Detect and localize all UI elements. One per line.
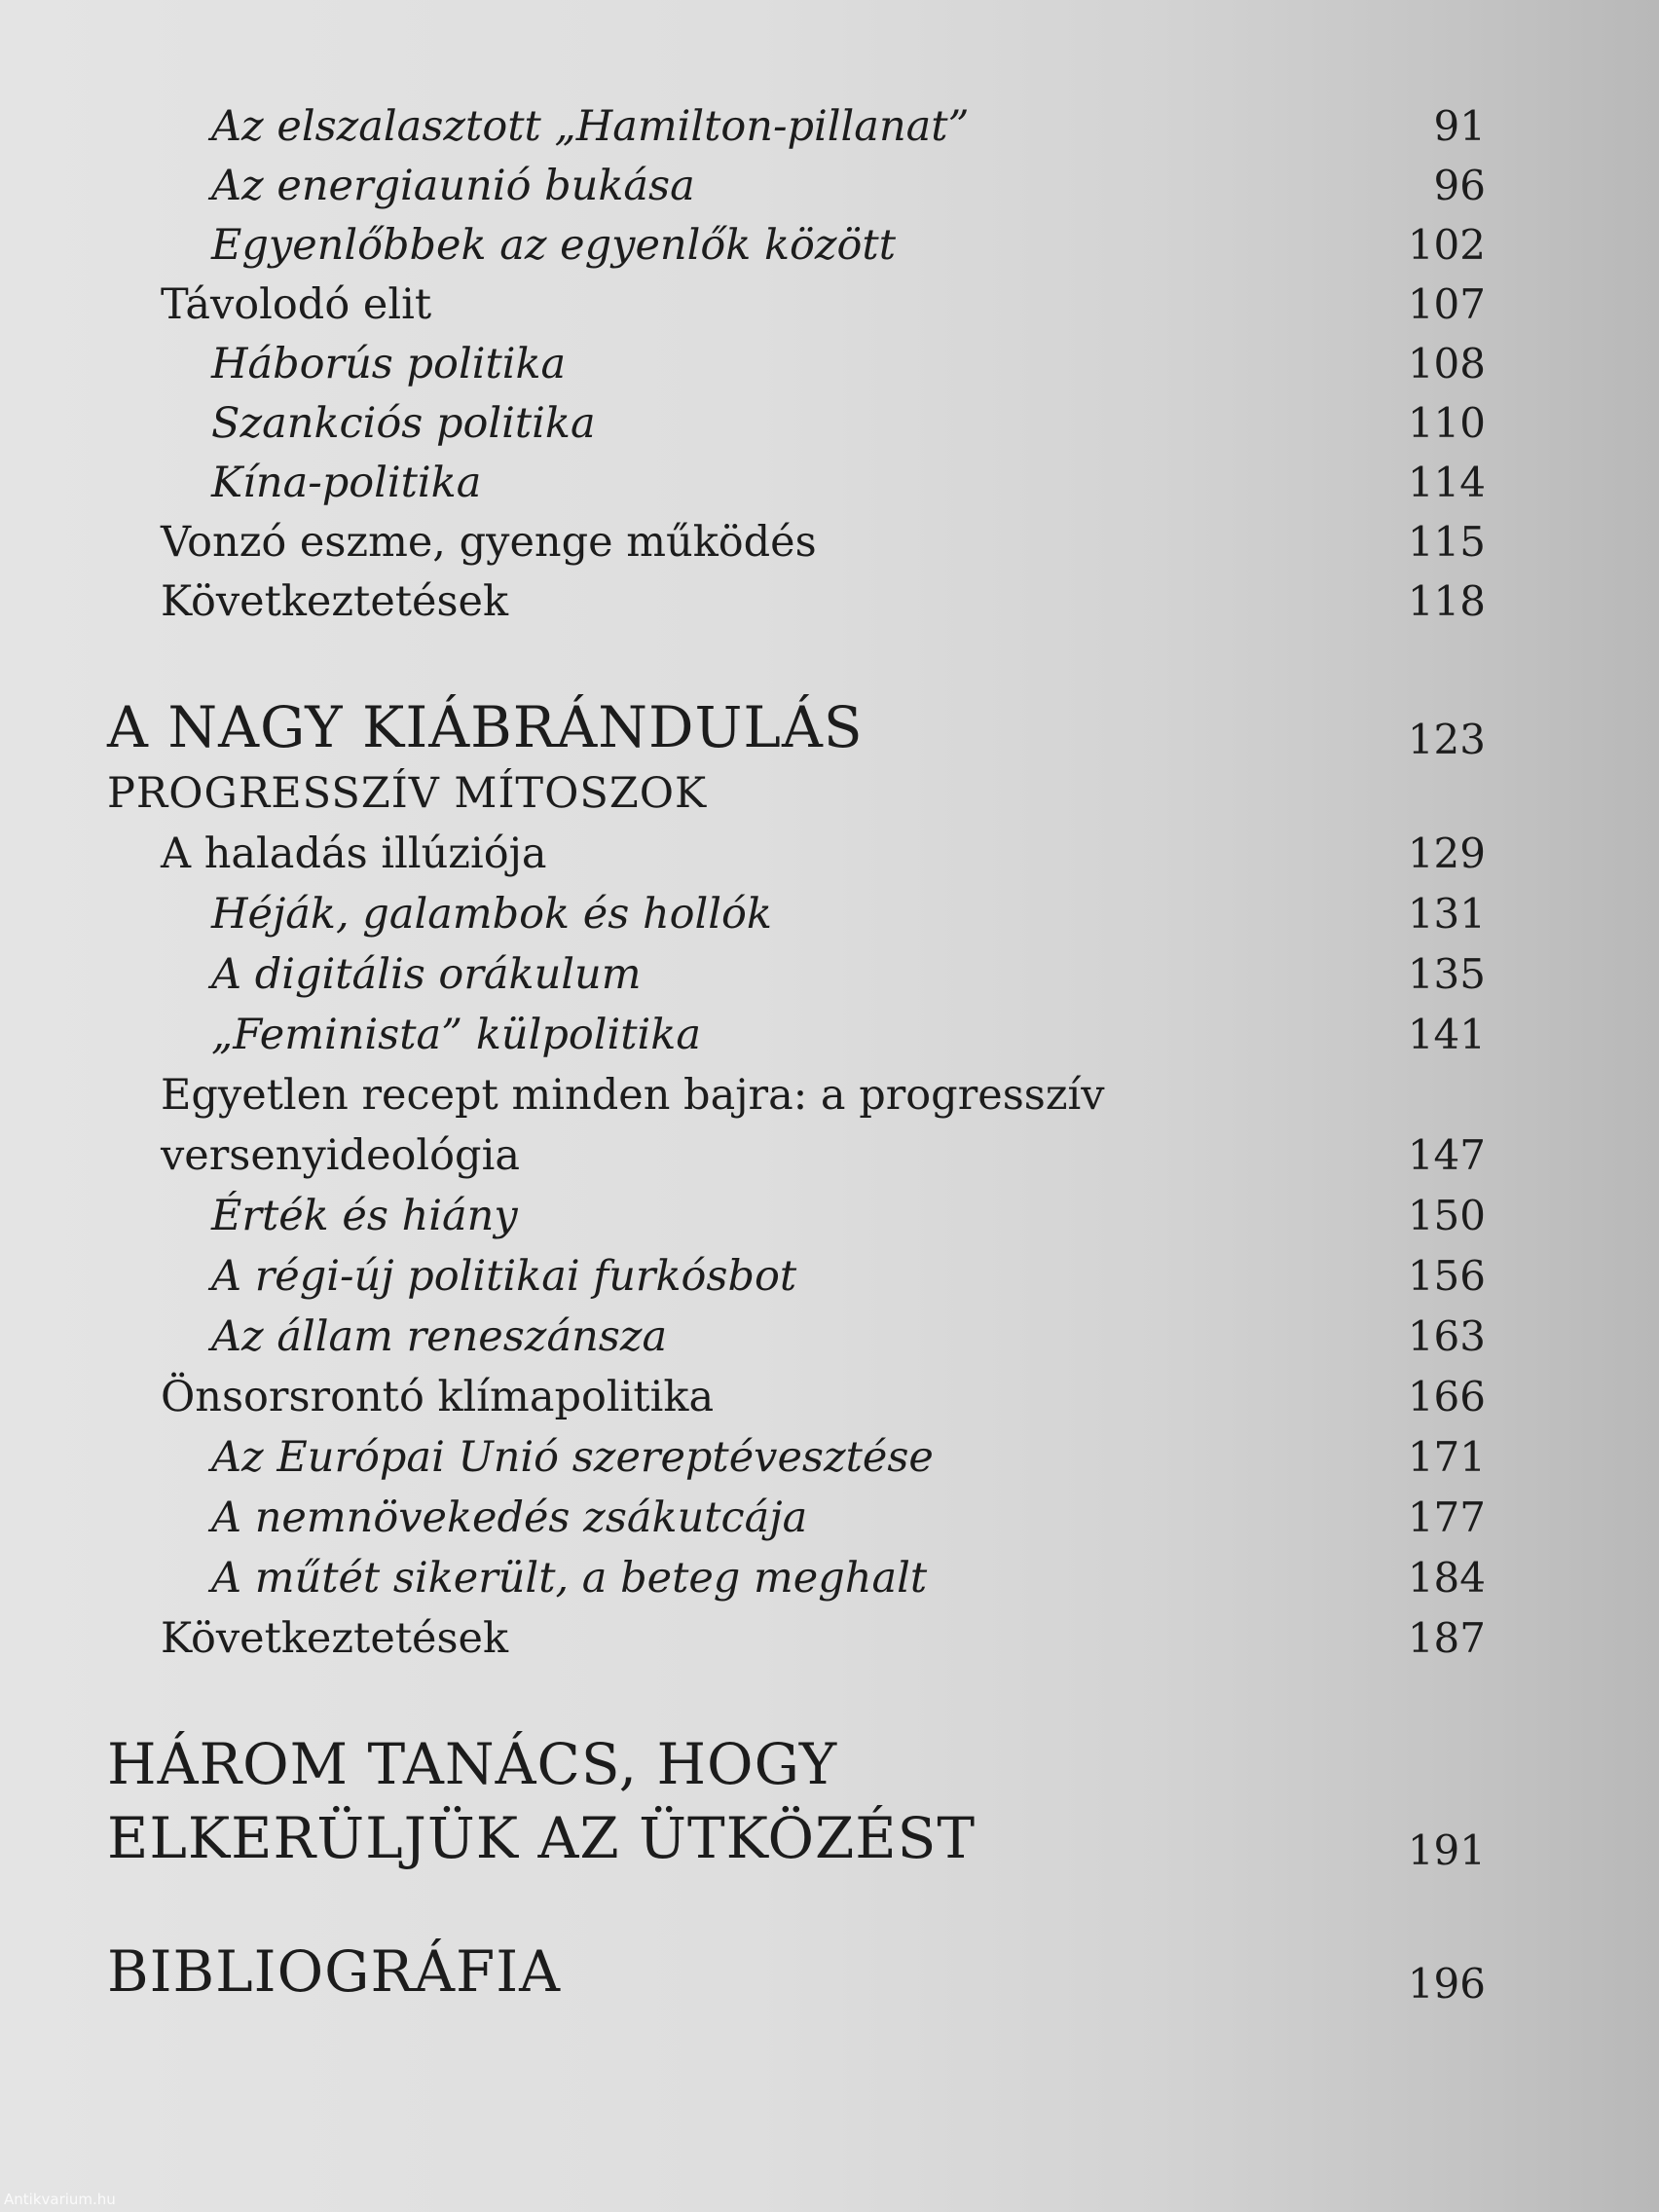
toc-entry	[0, 1614, 1659, 1673]
toc-section-title: Önsorsrontó klímapolitika	[161, 1373, 715, 1421]
toc-subsection-title: Héják, galambok és hollók	[211, 890, 772, 939]
toc-section-title: Következtetések	[161, 1614, 509, 1663]
page-number: 108	[1407, 340, 1486, 387]
toc-entry	[0, 577, 1659, 636]
page-number: 156	[1407, 1252, 1486, 1300]
toc-entry	[0, 1252, 1659, 1310]
toc-entry	[0, 459, 1659, 517]
page-number: 163	[1407, 1312, 1486, 1360]
toc-section-title: versenyideológia	[161, 1131, 520, 1180]
toc-section-title: A haladás illúziója	[161, 830, 547, 878]
page-number: 96	[1433, 162, 1486, 209]
part-title: PROGRESSZÍV MÍTOSZOK	[107, 769, 708, 818]
toc-entry	[0, 102, 1659, 161]
toc-entry	[0, 1433, 1659, 1492]
toc-chapter	[0, 1731, 1659, 1809]
page-number: 102	[1407, 221, 1486, 269]
toc-section-title: Vonzó eszme, gyenge működés	[161, 518, 817, 567]
toc-entry	[0, 830, 1659, 888]
toc-entry	[0, 280, 1659, 339]
toc-entry	[0, 1493, 1659, 1552]
page-number: 147	[1407, 1131, 1486, 1179]
page-number: 114	[1407, 459, 1486, 506]
page-number: 184	[1407, 1554, 1486, 1602]
page-number: 110	[1407, 399, 1486, 447]
toc-subsection-title: Kína-politika	[211, 459, 482, 507]
toc-subsection-title: Érték és hiány	[211, 1192, 518, 1240]
toc-subsection-title: A digitális orákulum	[211, 950, 642, 999]
toc-chapter	[0, 1805, 1659, 1883]
toc-section-title: Távolodó elit	[161, 280, 432, 329]
page-number: 166	[1407, 1373, 1486, 1420]
toc-chapter	[0, 1938, 1659, 2016]
toc-entry	[0, 518, 1659, 576]
toc-entry	[0, 1071, 1659, 1129]
toc-subsection-title: A műtét sikerült, a beteg meghalt	[211, 1554, 928, 1603]
toc-entry	[0, 221, 1659, 279]
toc-entry	[0, 340, 1659, 398]
page-number: 177	[1407, 1493, 1486, 1541]
page-number: 107	[1407, 280, 1486, 328]
toc-section-title: Következtetések	[161, 577, 509, 626]
toc-subsection-title: Az energiaunió bukása	[211, 162, 695, 210]
page-number: 187	[1407, 1614, 1486, 1662]
toc-section-title: Egyetlen recept minden bajra: a progresszív	[161, 1071, 1105, 1120]
toc-entry	[0, 399, 1659, 458]
toc-subsection-title: „Feminista” külpolitika	[211, 1011, 701, 1059]
page-number: 150	[1407, 1192, 1486, 1239]
watermark: Antikvarium.hu	[4, 2191, 116, 2208]
toc-subsection-title: Az elszalasztott „Hamilton-pillanat”	[211, 102, 970, 151]
page-number: 171	[1407, 1433, 1486, 1481]
page-number: 123	[1407, 716, 1486, 763]
toc-subsection-title: A régi-új politikai furkósbot	[211, 1252, 797, 1301]
toc-subsection-title: Szankciós politika	[211, 399, 596, 448]
toc-subsection-title: A nemnövekedés zsákutcája	[211, 1493, 808, 1542]
chapter-title: HÁROM TANÁCS, HOGY	[107, 1731, 838, 1797]
toc-entry	[0, 1011, 1659, 1069]
toc-part-heading	[0, 769, 1659, 828]
toc-subsection-title: Háborús politika	[211, 340, 567, 388]
page-number: 191	[1407, 1826, 1486, 1874]
chapter-title: BIBLIOGRÁFIA	[107, 1938, 562, 2005]
toc-entry	[0, 1312, 1659, 1371]
toc-subsection-title: Egyenlőbbek az egyenlők között	[211, 221, 896, 270]
chapter-title: A NAGY KIÁBRÁNDULÁS	[107, 694, 864, 760]
toc-entry	[0, 1373, 1659, 1431]
page-number: 196	[1407, 1960, 1486, 2008]
page-number: 129	[1407, 830, 1486, 877]
page-number: 141	[1407, 1011, 1486, 1058]
toc-subsection-title: Az állam reneszánsza	[211, 1312, 668, 1361]
toc-chapter	[0, 694, 1659, 772]
toc-entry	[0, 1131, 1659, 1190]
toc-entry	[0, 1192, 1659, 1250]
toc-entry	[0, 162, 1659, 220]
toc-entry	[0, 890, 1659, 948]
toc-entry	[0, 950, 1659, 1009]
page-number: 91	[1433, 102, 1486, 150]
page-number: 115	[1407, 518, 1486, 566]
page-number: 135	[1407, 950, 1486, 998]
toc-entry	[0, 1554, 1659, 1612]
toc-subsection-title: Az Európai Unió szereptévesztése	[211, 1433, 934, 1482]
page-number: 118	[1407, 577, 1486, 625]
page-number: 131	[1407, 890, 1486, 938]
chapter-title: ELKERÜLJÜK AZ ÜTKÖZÉST	[107, 1805, 977, 1871]
